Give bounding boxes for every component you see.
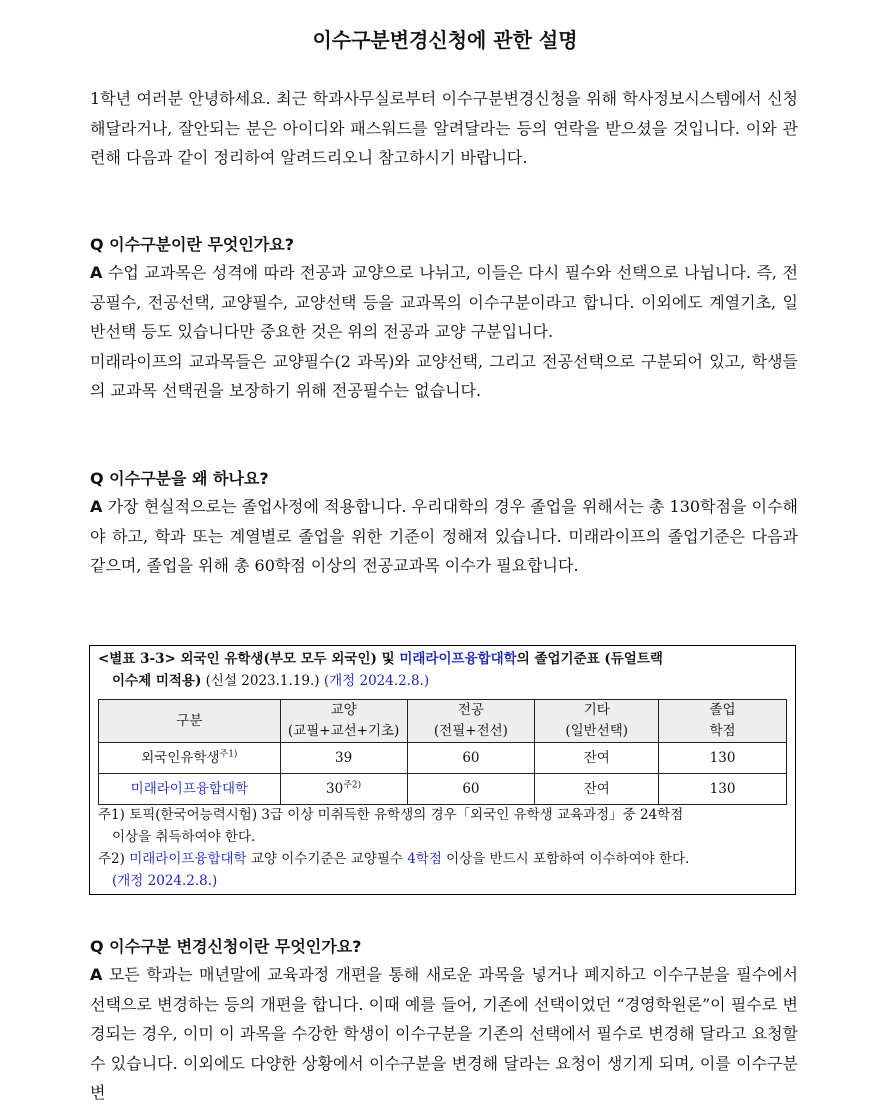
caption-part-a: <별표 3-3> 외국인 유학생(부모 모두 외국인) 및 [98,651,400,667]
row-total: 130 [659,774,787,805]
question-3: Q 이수구분 변경신청이란 무엇인가요? [90,937,362,956]
answer-2 [90,492,798,581]
header-category: 구분 [99,700,281,743]
caption-part-d: 이수제 미적용) [112,673,202,689]
table-row [99,743,787,774]
answer-1 [90,258,798,406]
page-title: 이수구분변경신청에 관한 설명 [312,28,578,52]
answer-3 [90,960,798,1108]
caption-college-name: 미래라이프융합대학 [399,651,517,667]
row-liberal: $30^{주2)}$ [280,774,407,805]
graduation-criteria-box [89,645,796,895]
note-2-revised-date: (개정 2024.2.8.) [112,873,218,889]
caption-part-c: 의 졸업기준표 (듀얼트랙 [516,651,663,667]
row-total: 130 [659,743,787,774]
table-header-row [99,700,787,743]
question-1: Q 이수구분이란 무엇인가요? [90,235,295,254]
answer-1-text: 수업 교과목은 성격에 따라 전공과 교양으로 나뉘고, 이들은 다시 필수와 선택으로 나뉩니다. 즉, 전공필수, 전공선택, 교양필수, 교양선택 등을 교과목의 이수구분이라고 합니다. 이외에도 계열기초, 일반선택 등도 있습니다만 중요한 것은 위의 전공과 교양 구분입니다. [90,263,798,341]
header-other: 기타 (일반선택) [535,700,659,743]
header-major: 전공 (전필+전선) [407,700,535,743]
caption-established-date: (신설 2023.1.19.) [201,673,324,689]
caption-revised-date: (개정 2024.2.8.) [323,673,430,689]
graduation-criteria-table [98,699,787,805]
answer-2-text: 가장 현실적으로는 졸업사정에 적용합니다. 우리대학의 경우 졸업을 위해서는 총 130학점을 이수해야 하고, 학과 또는 계열별로 졸업을 위한 기준이 정해져 있습니다. 미래라이프의 졸업기준은 다음과 같으며, 졸업을 위해 총 60학점 이상의 전공교과목 이수가 필요합니다. [90,497,798,575]
row-label: 외국인유학생$^{주1)}$ [99,743,281,774]
question-2: Q 이수구분을 왜 하나요? [90,469,269,488]
answer-mark: A [90,965,103,984]
row-major: 60 [407,774,535,805]
intro-paragraph: 1학년 여러분 안녕하세요. 최근 학과사무실로부터 이수구분변경신청을 위해 학사정보시스템에서 신청해달라거나, 잘안되는 분은 아이디와 패스워드를 알려달라는 등의 연락을 받으셨을 것입니다. 이와 관련해 다음과 같이 정리하여 알려드리오니 참고하시기 바랍니다. [90,89,798,167]
row-major: 60 [407,743,535,774]
table-row [99,774,787,805]
answer-mark: A [90,263,103,282]
row-other: 잔여 [535,774,659,805]
answer-3-text: 모든 학과는 매년말에 교육과정 개편을 통해 새로운 과목을 넣거나 폐지하고 이수구분을 필수에서 선택으로 변경하는 등의 개편을 합니다. 이때 예를 들어, 기존에 선택이었던 “경영학원론”이 필수로 변경되는 경우, 이미 이 과목을 수강한 학생이 이수구분을 기존의 선택에서 필수로 변경해 달라고 요청할 수 있습니다. 이외에도 다양한 상황에서 이수구분을 변경해 달라는 요청이 생기게 되며, 이를 이수구분 변 [90,965,798,1102]
row-liberal: 39 [280,743,407,774]
row-other: 잔여 [535,743,659,774]
header-liberal: 교양 (교필+교선+기초) [280,700,407,743]
answer-mark: A [90,497,103,516]
row-label: 미래라이프융합대학 [99,774,281,805]
header-graduation-credits: 졸업 학점 [659,700,787,743]
note-1-continued: 이상을 취득하여야 한다. [112,829,256,845]
note-1: 주1) 토픽(한국어능력시험) 3급 이상 미취득한 유학생의 경우「외국인 유학생 교육과정」중 24학점 [98,807,684,823]
answer-1-extra: 미래라이프의 교과목들은 교양필수(2 과목)와 교양선택, 그리고 전공선택으로 구분되어 있고, 학생들의 교과목 선택권을 보장하기 위해 전공필수는 없습니다. [90,351,798,400]
note-2: 주2) 미래라이프융합대학 교양 이수기준은 교양필수 4학점 이상을 반드시 포함하여 이수하여야 한다. [98,851,690,867]
table-notes [98,804,790,892]
table-caption [98,648,788,692]
answer-1-main [90,258,798,347]
